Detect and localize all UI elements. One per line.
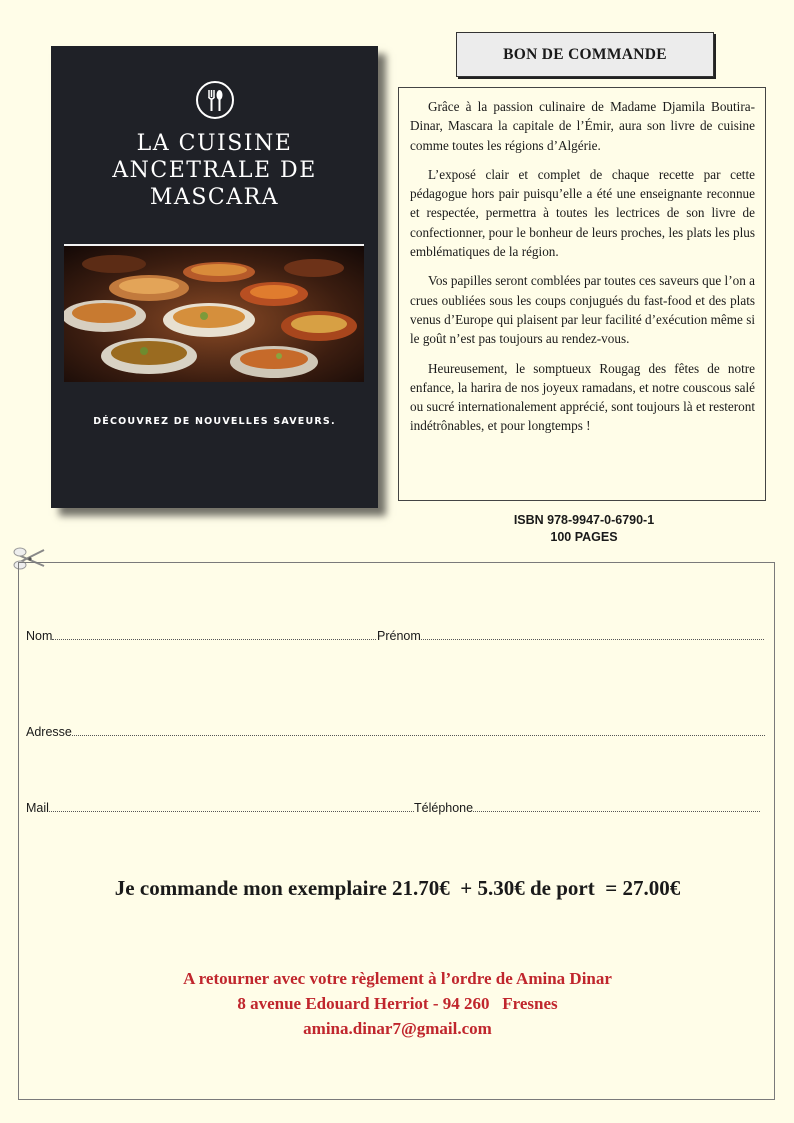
description-paragraph: Heureusement, le somptueux Rougag des fêtes de notre enfance, la harira de nos joyeux ramadans, et notre couscous salé ou sucré internationalement apprécié, sont toujours là et resteront indétrônables, et pour longtemps ! xyxy=(410,360,755,434)
cover-title-line: LA CUISINE xyxy=(136,131,293,156)
fork-spoon-icon xyxy=(195,80,235,120)
order-price-line: Je commande mon exemplaire 21.70€ + 5.30€ de port = 27.00€ xyxy=(114,876,681,900)
description-paragraph: Vos papilles seront comblées par toutes ces saveurs que l’on a crues oubliées sous les coups conjugués du fast-food et des plats venus d’Europe qui plaisent par leur facilité d’exécution même si le goût n’est pas toujours au rendez-vous. xyxy=(410,273,755,347)
adresse-input-line[interactable] xyxy=(72,723,765,736)
mail-field[interactable] xyxy=(26,799,414,815)
cover-food-photo xyxy=(64,244,364,384)
mail-label: Mail xyxy=(26,801,49,815)
nom-input-line[interactable] xyxy=(52,627,376,640)
return-email[interactable]: amina.dinar7@gmail.com xyxy=(303,1019,492,1038)
description-paragraph: L’exposé clair et complet de chaque recette par cette pédagogue hors pair puisqu’elle a été une enseignante reconnue et respectée, permettra à toutes les lectrices de son livre de confectionner, pour le bonheur de leurs proches, les plats les plus emblématiques de la région. xyxy=(410,166,755,260)
telephone-label: Téléphone xyxy=(414,801,474,815)
prenom-field[interactable] xyxy=(377,627,764,643)
cover-tagline: DÉCOUVREZ DE NOUVELLES SAVEURS. xyxy=(93,416,336,427)
cover-title xyxy=(51,130,378,211)
adresse-field[interactable] xyxy=(26,723,765,739)
prenom-label: Prénom xyxy=(377,629,421,643)
nom-field[interactable] xyxy=(26,627,376,643)
book-description xyxy=(398,87,766,501)
telephone-input-line[interactable] xyxy=(473,799,760,812)
return-address xyxy=(19,966,776,1041)
book-info xyxy=(446,512,722,546)
cover-title-line: ANCETRALE DE xyxy=(112,158,317,183)
order-form-title: BON DE COMMANDE xyxy=(456,32,714,77)
isbn-number: ISBN 978-9947-0-6790-1 xyxy=(513,513,655,527)
adresse-label: Adresse xyxy=(26,725,72,739)
mail-input-line[interactable] xyxy=(49,799,414,812)
page-count: 100 PAGES xyxy=(550,530,618,544)
cover-title-line: MASCARA xyxy=(149,185,280,210)
order-form xyxy=(18,562,775,1100)
return-instruction: A retourner avec votre règlement à l’ordre de Amina Dinar xyxy=(183,969,612,988)
return-street: 8 avenue Edouard Herriot - 94 260 Fresnes xyxy=(237,994,558,1013)
nom-label: Nom xyxy=(26,629,53,643)
book-cover xyxy=(51,46,378,508)
telephone-field[interactable] xyxy=(414,799,760,815)
prenom-input-line[interactable] xyxy=(421,627,764,640)
description-paragraph: Grâce à la passion culinaire de Madame Djamila Boutira-Dinar, Mascara la capitale de l’Émir, aura son livre de cuisine comme toutes les régions d’Algérie. xyxy=(410,99,755,153)
